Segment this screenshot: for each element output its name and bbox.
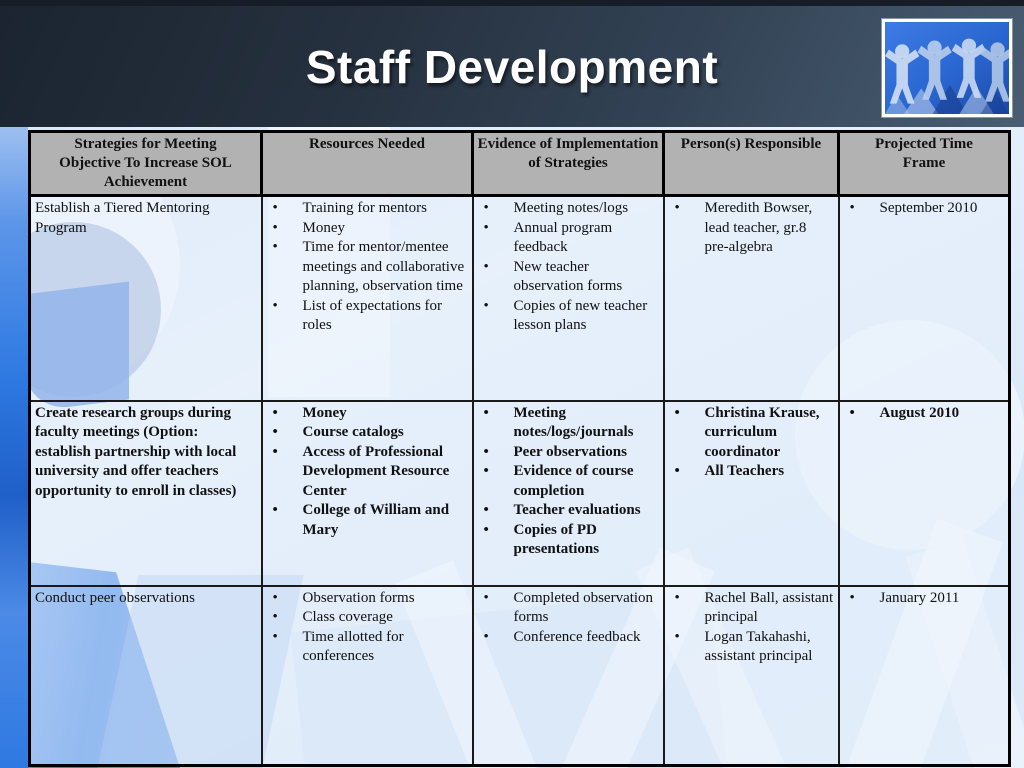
list-item: • Money xyxy=(267,219,468,239)
list-item: • Access of Professional Development Resource Center xyxy=(267,443,468,502)
list-item: • Meeting notes/logs/journals xyxy=(478,404,659,443)
list-item: • Copies of PD presentations xyxy=(478,521,659,560)
list-item: • Copies of new teacher lesson plans xyxy=(478,297,659,336)
list-item: • Observation forms xyxy=(267,589,468,609)
timeframe-cell xyxy=(839,196,1010,401)
header-resources: Resources Needed xyxy=(262,132,473,196)
header-persons: Person(s) Responsible xyxy=(664,132,839,196)
list-item: • Teacher evaluations xyxy=(478,501,659,521)
list-item: • Annual program feedback xyxy=(478,219,659,258)
resources-cell xyxy=(262,401,473,586)
list-item: • College of William and Mary xyxy=(267,501,468,540)
strategy-cell: Conduct peer observations xyxy=(30,586,262,766)
list-item: • Money xyxy=(267,404,468,424)
list-item: • September 2010 xyxy=(844,199,1005,219)
list-item: • Evidence of course completion xyxy=(478,462,659,501)
list-item: • Training for mentors xyxy=(267,199,468,219)
resources-cell xyxy=(262,586,473,766)
evidence-cell xyxy=(473,196,664,401)
list-item: • Meeting notes/logs xyxy=(478,199,659,219)
list-item: • New teacher observation forms xyxy=(478,258,659,297)
resources-cell xyxy=(262,196,473,401)
table-row xyxy=(30,196,1010,401)
title-bar xyxy=(0,0,1024,127)
list-item: • Rachel Ball, assistant principal xyxy=(669,589,834,628)
header-row xyxy=(30,132,1010,196)
list-item: • January 2011 xyxy=(844,589,1005,609)
list-item: • List of expectations for roles xyxy=(267,297,468,336)
table-row xyxy=(30,586,1010,766)
paper-people-clipart-icon xyxy=(882,19,1012,117)
list-item: • Logan Takahashi, assistant principal xyxy=(669,628,834,667)
persons-cell xyxy=(664,401,839,586)
strategy-cell: Establish a Tiered Mentoring Program xyxy=(30,196,262,401)
table-row xyxy=(30,401,1010,586)
list-item: • Peer observations xyxy=(478,443,659,463)
evidence-cell xyxy=(473,586,664,766)
list-item: • Time for mentor/mentee meetings and collaborative planning, observation time xyxy=(267,238,468,297)
list-item: • Conference feedback xyxy=(478,628,659,648)
timeframe-cell xyxy=(839,401,1010,586)
slide-title: Staff Development xyxy=(305,40,719,93)
persons-cell xyxy=(664,586,839,766)
timeframe-cell xyxy=(839,586,1010,766)
list-item: • Christina Krause, curriculum coordinator xyxy=(669,404,834,463)
list-item: • Class coverage xyxy=(267,608,468,628)
persons-cell xyxy=(664,196,839,401)
header-evidence: Evidence of Implementation of Strategies xyxy=(473,132,664,196)
list-item: • Completed observation forms xyxy=(478,589,659,628)
header-strategies: Strategies for Meeting Objective To Increase SOL Achievement xyxy=(30,132,262,196)
staff-development-table xyxy=(28,130,1011,767)
list-item: • Course catalogs xyxy=(267,423,468,443)
list-item: • All Teachers xyxy=(669,462,834,482)
list-item: • August 2010 xyxy=(844,404,1005,424)
evidence-cell xyxy=(473,401,664,586)
list-item: • Time allotted for conferences xyxy=(267,628,468,667)
decor-left-strip xyxy=(0,118,28,768)
header-timeframe: Projected Time Frame xyxy=(839,132,1010,196)
list-item: • Meredith Bowser, lead teacher, gr.8 pre-algebra xyxy=(669,199,834,258)
strategy-cell: Create research groups during faculty meetings (Option: establish partnership with local university and offer teachers opportunity to enroll in classes) xyxy=(30,401,262,586)
